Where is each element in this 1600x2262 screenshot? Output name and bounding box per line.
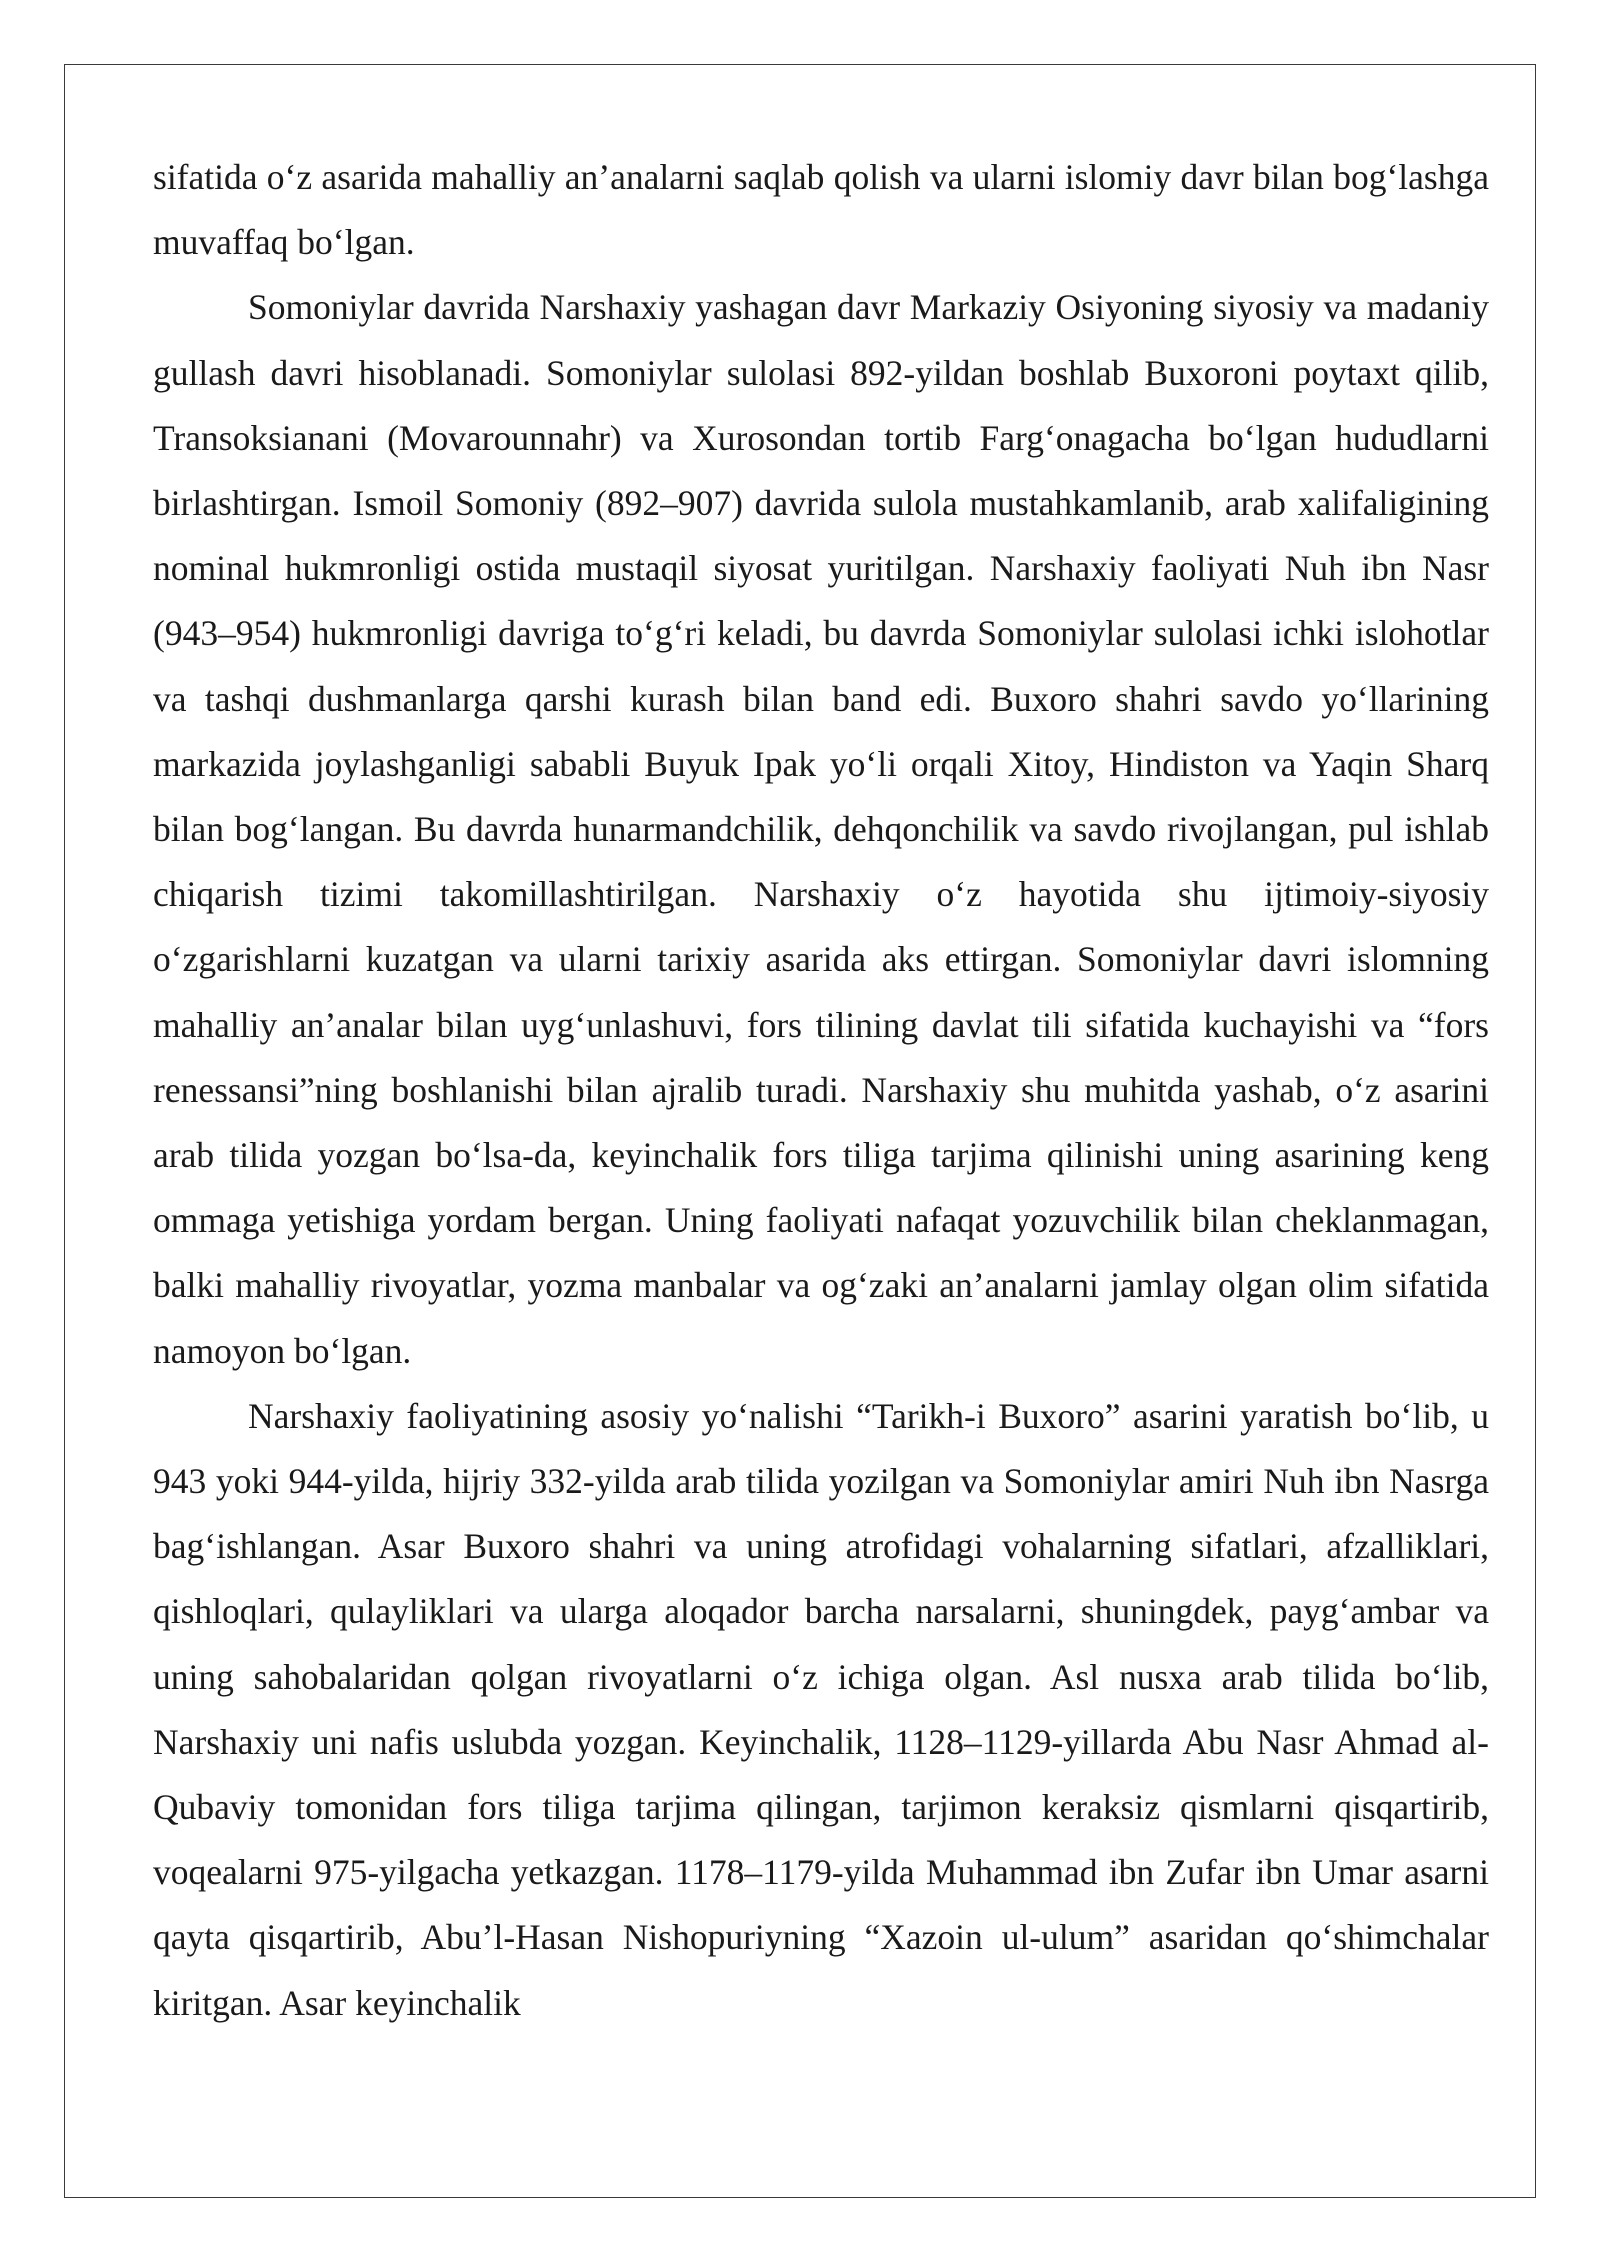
page-body xyxy=(153,145,1489,2105)
paragraph-2: Somoniylar davrida Narshaxiy yashagan davr Markaziy Osiyoning siyosiy va madaniy gullash davri hisoblanadi. Somoniylar sulolasi 892-yildan boshlab Buxoroni poytaxt qilib, Transoksianani (Movarounnahr) va Xurosondan tortib Farg‘onagacha bo‘lgan hududlarni birlashtirgan. Ismoil Somoniy (892–907) davrida sulola mustahkamlanib, arab xalifaligining nominal hukmronligi ostida mustaqil siyosat yuritilgan. Narshaxiy faoliyati Nuh ibn Nasr (943–954) hukmronligi davriga to‘g‘ri keladi, bu davrda Somoniylar sulolasi ichki islohotlar va tashqi dushmanlarga qarshi kurash bilan band edi. Buxoro shahri savdo yo‘llarining markazida joylashganligi sababli Buyuk Ipak yo‘li orqali Xitoy, Hindiston va Yaqin Sharq bilan bog‘langan. Bu davrda hunarmandchilik, dehqonchilik va savdo rivojlangan, pul ishlab chiqarish tizimi takomillashtirilgan. Narshaxiy o‘z hayotida shu ijtimoiy-siyosiy o‘zgarishlarni kuzatgan va ularni tarixiy asarida aks ettirgan. Somoniylar davri islomning mahalliy an’analar bilan uyg‘unlashuvi, fors tilining davlat tili sifatida kuchayishi va “fors renessansi”ning boshlanishi bilan ajralib turadi. Narshaxiy shu muhitda yashab, o‘z asarini arab tilida yozgan bo‘lsa-da, keyinchalik fors tiliga tarjima qilinishi uning asarining keng ommaga yetishiga yordam bergan. Uning faoliyati nafaqat yozuvchilik bilan cheklanmagan, balki mahalliy rivoyatlar, yozma manbalar va og‘zaki an’analarni jamlay olgan olim sifatida namoyon bo‘lgan. xyxy=(153,287,1489,1371)
paragraph-3: Narshaxiy faoliyatining asosiy yo‘nalishi “Tarikh-i Buxoro” asarini yaratish bo‘lib, u 943 yoki 944-yilda, hijriy 332-yilda arab tilida yozilgan va Somoniylar amiri Nuh ibn Nasrga bag‘ishlangan. Asar Buxoro shahri va uning atrofidagi vohalarning sifatlari, afzalliklari, qishloqlari, qulayliklari va ularga aloqador barcha narsalarni, shuningdek, payg‘ambar va uning sahobalaridan qolgan rivoyatlarni o‘z ichiga olgan. Asl nusxa arab tilida bo‘lib, Narshaxiy uni nafis uslubda yozgan. Keyinchalik, 1128–1129-yillarda Abu Nasr Ahmad al-Qubaviy tomonidan fors tiliga tarjima qilingan, tarjimon keraksiz qismlarni qisqartirib, voqealarni 975-yilgacha yetkazgan. 1178–1179-yilda Muhammad ibn Zufar ibn Umar asarni qayta qisqartirib, Abu’l-Hasan Nishopuriyning “Xazoin ul-ulum” asaridan qo‘shimchalar kiritgan. Asar keyinchalik xyxy=(153,1395,1489,2023)
paragraph-1: sifatida o‘z asarida mahalliy an’analarni saqlab qolish va ularni islomiy davr bilan bog‘lashga muvaffaq bo‘lgan. xyxy=(153,157,1489,263)
